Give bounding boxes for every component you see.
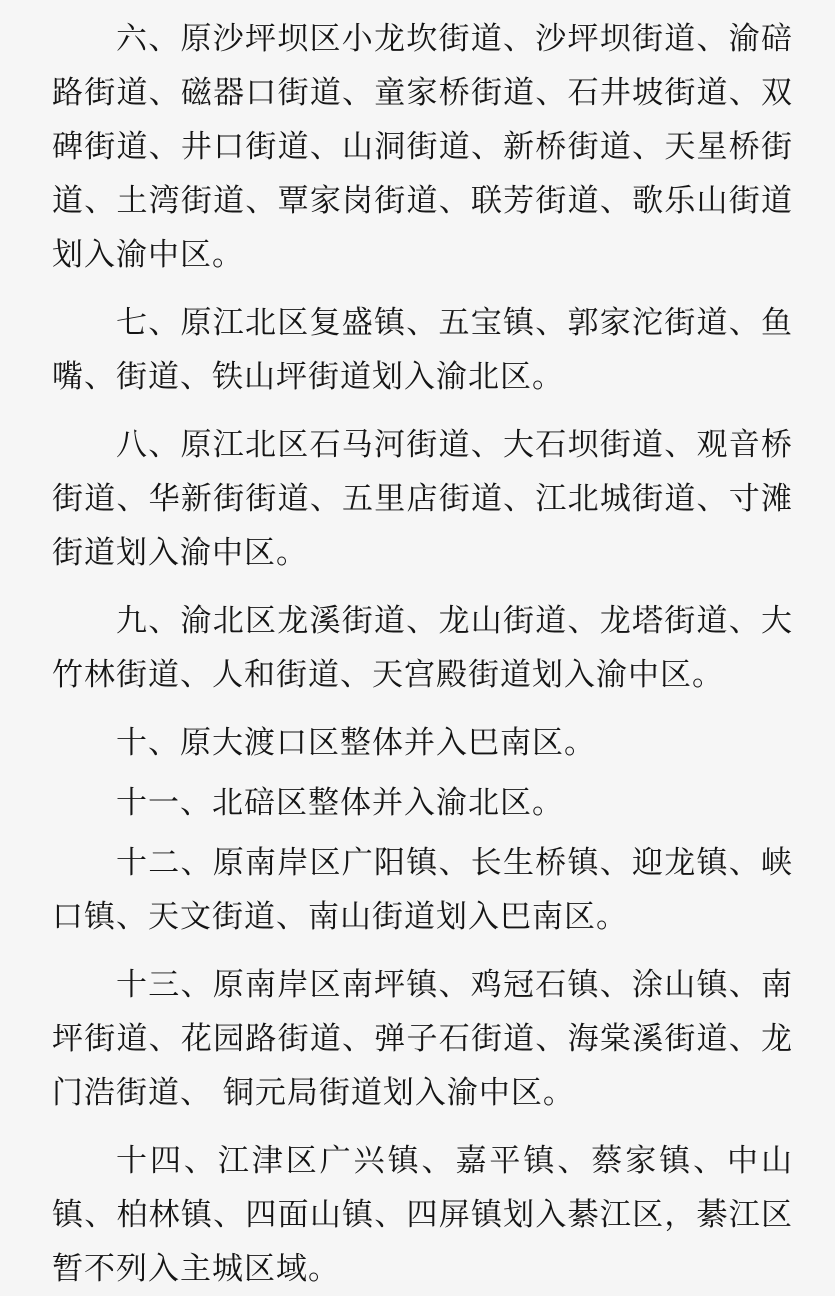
paragraph-8: 八、原江北区石马河街道、大石坝街道、观音桥街道、华新街街道、五里店街道、江北城街道、寸滩街道划入渝中区。 <box>52 427 793 571</box>
paragraph-7: 七、原江北区复盛镇、五宝镇、郭家沱街道、鱼嘴、街道、铁山坪街道划入渝北区。 <box>52 305 793 395</box>
paragraph-6: 六、原沙坪坝区小龙坎街道、沙坪坝街道、渝碚路街道、磁器口街道、童家桥街道、石井坡街道、双碑街道、井口街道、山洞街道、新桥街道、天星桥街道、土湾街道、覃家岗街道、联芳街道、歌乐山街道划入渝中区。 <box>52 21 793 273</box>
paragraph-11: 十一、北碚区整体并入渝北区。 <box>116 785 564 821</box>
paragraph-14: 十四、江津区广兴镇、嘉平镇、蔡家镇、中山镇、柏林镇、四面山镇、四屏镇划入綦江区，綦江区暂不列入主城区域。 <box>52 1143 793 1287</box>
paragraph-10: 十、原大渡口区整体并入巴南区。 <box>116 725 596 761</box>
paragraph-13: 十三、原南岸区南坪镇、鸡冠石镇、涂山镇、南坪街道、花园路街道、弹子石街道、海棠溪街道、龙门浩街道、 铜元局街道划入渝中区。 <box>52 967 793 1111</box>
paragraph-12: 十二、原南岸区广阳镇、长生桥镇、迎龙镇、峡口镇、天文街道、南山街道划入巴南区。 <box>52 845 793 935</box>
paragraph-9: 九、渝北区龙溪街道、龙山街道、龙塔街道、大竹林街道、人和街道、天宫殿街道划入渝中区。 <box>52 603 793 693</box>
